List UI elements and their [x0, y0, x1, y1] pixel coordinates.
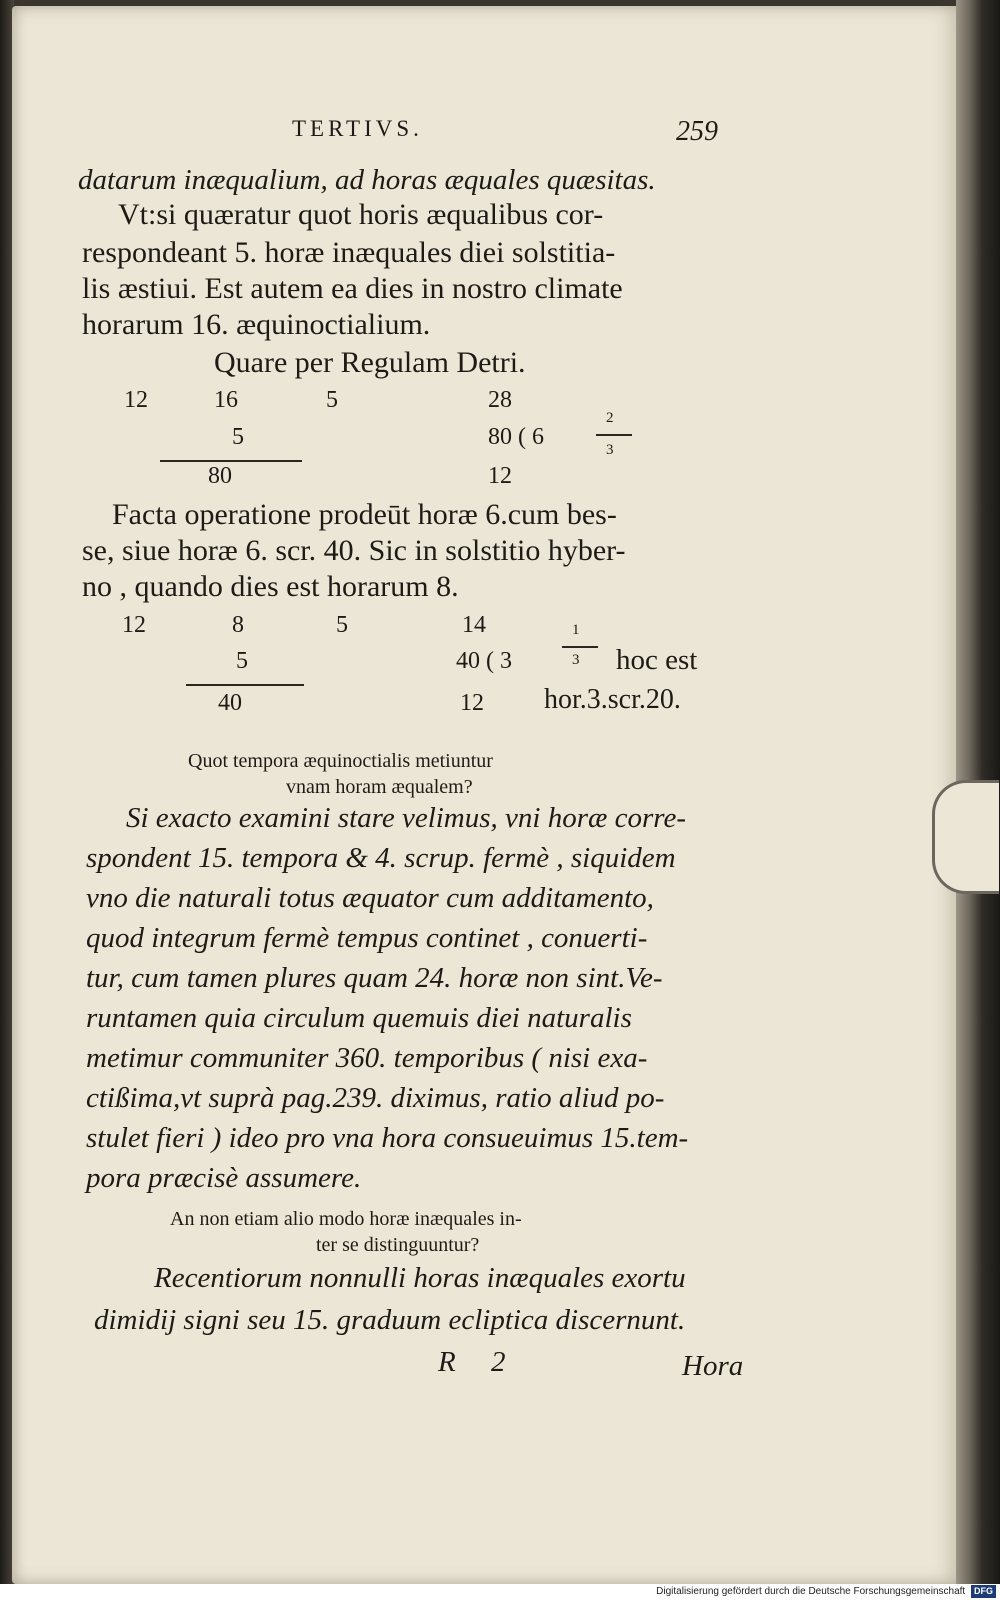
question-heading: ter se distinguuntur? — [316, 1234, 480, 1256]
page-clip — [932, 780, 999, 894]
calc-value: 5 — [232, 424, 244, 450]
text-line: dimidij signi seu 15. graduum ecliptica discernunt. — [94, 1304, 686, 1336]
text-line: spondent 15. tempora & 4. scrup. fermè , siquidem — [86, 842, 676, 874]
question-heading: Quot tempora æquinoctialis metiuntur — [188, 750, 493, 772]
text-line: Facta operatione prodeūt horæ 6.cum bes- — [112, 498, 617, 531]
fraction-denominator: 3 — [606, 442, 614, 458]
calc-value: 40 ( 3 — [456, 648, 512, 674]
signature-mark: R 2 — [438, 1346, 520, 1378]
text-line: runtamen quia circulum quemuis diei naturalis — [86, 1002, 632, 1034]
fraction-numerator: 2 — [606, 410, 614, 426]
text-line: horarum 16. æquinoctialium. — [82, 308, 431, 341]
text-line: Recentiorum nonnulli horas inæquales exortu — [154, 1262, 686, 1294]
question-heading: vnam horam æqualem? — [286, 776, 473, 798]
calc-value: 5 — [326, 387, 338, 413]
page-number: 259 — [676, 116, 718, 147]
calc-value: 12 — [124, 387, 148, 413]
text-line: datarum inæqualium, ad horas æquales quæsitas. — [78, 164, 656, 196]
calc-value: 16 — [214, 387, 238, 413]
text-line: ctißima,vt suprà pag.239. diximus, ratio aliud po- — [86, 1082, 665, 1114]
calc-value: 5 — [336, 612, 348, 638]
fraction-numerator: 1 — [572, 622, 580, 638]
calc-text: hor.3.scr.20. — [544, 684, 681, 715]
fraction-bar — [562, 646, 598, 648]
footer-text: Digitalisierung gefördert durch die Deutsche Forschungsgemeinschaft — [656, 1586, 966, 1597]
text-line: Si exacto examini stare velimus, vni horæ corre- — [126, 802, 686, 834]
calc-value: 12 — [460, 690, 484, 716]
calc-rule — [186, 684, 304, 686]
question-heading: An non etiam alio modo horæ inæquales in- — [170, 1208, 522, 1230]
calc-value: 80 — [208, 463, 232, 489]
text-line: se, siue horæ 6. scr. 40. Sic in solstitio hyber- — [82, 534, 626, 567]
section-heading: Quare per Regulam Detri. — [214, 346, 526, 379]
calc-value: 12 — [488, 463, 512, 489]
calc-value: 12 — [122, 612, 146, 638]
fraction-denominator: 3 — [572, 652, 580, 668]
calc-value: 28 — [488, 387, 512, 413]
calc-value: 14 — [462, 612, 486, 638]
text-line: no , quando dies est horarum 8. — [82, 570, 459, 603]
calc-rule — [160, 460, 302, 462]
dfg-logo: DFG — [971, 1585, 996, 1598]
catchword: Hora — [682, 1350, 744, 1382]
running-title: TERTIVS. — [292, 116, 423, 141]
calc-value: 8 — [232, 612, 244, 638]
fraction-bar — [596, 434, 632, 436]
digitization-footer — [0, 1584, 1000, 1600]
calc-value: 40 — [218, 690, 242, 716]
text-line: respondeant 5. horæ inæquales diei solstitia- — [82, 236, 616, 269]
text-line: metimur communiter 360. temporibus ( nisi exa- — [86, 1042, 648, 1074]
text-line: quod integrum fermè tempus continet , conuerti- — [86, 922, 648, 954]
calc-value: 5 — [236, 648, 248, 674]
text-line: stulet fieri ) ideo pro vna hora consueuimus 15.tem- — [86, 1122, 689, 1154]
text-line: lis æstiui. Est autem ea dies in nostro climate — [82, 272, 623, 305]
text-line: vno die naturali totus æquator cum additamento, — [86, 882, 654, 914]
text-line: tur, cum tamen plures quam 24. horæ non sint.Ve- — [86, 962, 663, 994]
text-line: pora præcisè assumere. — [86, 1162, 362, 1194]
calc-value: 80 ( 6 — [488, 424, 544, 450]
calc-text: hoc est — [616, 644, 698, 676]
text-line: Vt:si quæratur quot horis æqualibus cor- — [118, 198, 604, 231]
